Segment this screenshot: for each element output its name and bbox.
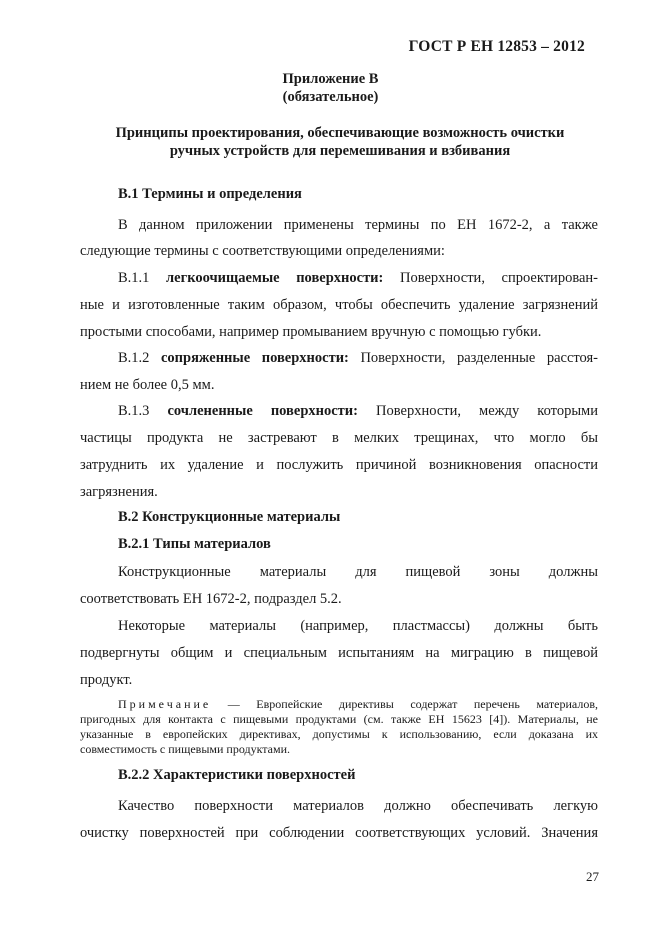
definition-text: Поверхности, разделенные расстоя- [348, 350, 599, 366]
definition-number: В.1.1 [118, 270, 167, 286]
text-line: Некоторые материалы (например, пластмассы) должны быть [118, 618, 598, 634]
main-title-line-2: ручных устройств для перемешивания и взбивания [169, 143, 511, 159]
document-code: ГОСТ Р ЕН 12853 – 2012 [408, 38, 585, 55]
text-line: очистку поверхностей при соблюдении соответствующих условий. Значения [80, 825, 598, 841]
text-line: загрязнения. [80, 484, 158, 500]
text-line: совместимость с пищевыми продуктами. [80, 742, 290, 756]
definition-b12 [80, 345, 598, 399]
text-line [80, 265, 598, 292]
section-b21-heading: В.2.1 Типы материалов [118, 536, 271, 552]
text-line: указанные в европейских директивах, допустимы к использованию, если доказана их [80, 727, 598, 741]
section-b22-heading: В.2.2 Характеристики поверхностей [118, 767, 356, 783]
paragraph-b21-1 [80, 559, 598, 613]
text-line: ные и изготовленные таким образом, чтобы обеспечить удаление загрязнений [80, 297, 598, 313]
text-line: соответствовать ЕН 1672-2, подраздел 5.2. [80, 591, 342, 607]
appendix-title: Приложение В [282, 71, 379, 87]
text-line [80, 697, 598, 712]
note-text: — Европейские директивы содержат перечень материалов, [211, 697, 598, 711]
definition-term: сопряженные поверхности: [160, 350, 349, 366]
note-block [80, 697, 598, 757]
text-line: частицы продукта не застревают в мелких трещинах, что могло бы [80, 430, 598, 446]
definition-b13 [80, 398, 598, 506]
text-line [80, 345, 598, 372]
main-title [60, 124, 620, 160]
paragraph-b21-2 [80, 613, 598, 694]
definition-text: Поверхности, спроектирован- [383, 270, 598, 286]
main-title-line-1: Принципы проектирования, обеспечивающие возможность очистки [115, 125, 565, 141]
section-b2-heading: В.2 Конструкционные материалы [118, 509, 341, 525]
definition-text: Поверхности, между которыми [358, 403, 598, 419]
definition-term: сочлененные поверхности: [167, 403, 358, 419]
section-b1-intro [80, 212, 598, 264]
paragraph-b22 [80, 793, 598, 847]
definition-number: В.1.2 [118, 350, 161, 366]
text-line: подвергнуты общим и специальным испытаниям на миграцию в пищевой [80, 645, 598, 661]
note-label: Примечание [118, 697, 212, 711]
text-line: следующие термины с соответствующими определениями: [80, 243, 445, 259]
text-line: Качество поверхности материалов должно обеспечивать легкую [118, 798, 598, 814]
text-line: простыми способами, например промыванием вручную с помощью губки. [80, 324, 542, 340]
text-line: нием не более 0,5 мм. [80, 377, 215, 393]
text-line [80, 398, 598, 425]
appendix-status: (обязательное) [282, 89, 379, 105]
text-line: продукт. [80, 672, 133, 688]
definition-b11 [80, 265, 598, 346]
appendix-heading [0, 70, 661, 106]
text-line: В данном приложении применены термины по ЕН 1672-2, а также [118, 217, 598, 233]
page-number: 27 [586, 869, 599, 884]
definition-number: В.1.3 [118, 403, 168, 419]
text-line: Конструкционные материалы для пищевой зоны должны [118, 564, 598, 580]
section-b1-heading: В.1 Термины и определения [118, 186, 302, 202]
text-line: пригодных для контакта с пищевыми продуктами (см. также ЕН 15623 [4]). Материалы, не [80, 712, 598, 726]
text-line: затруднить их удаление и послужить причиной возникновения опасности [80, 457, 598, 473]
definition-term: легкоочищаемые поверхности: [166, 270, 384, 286]
